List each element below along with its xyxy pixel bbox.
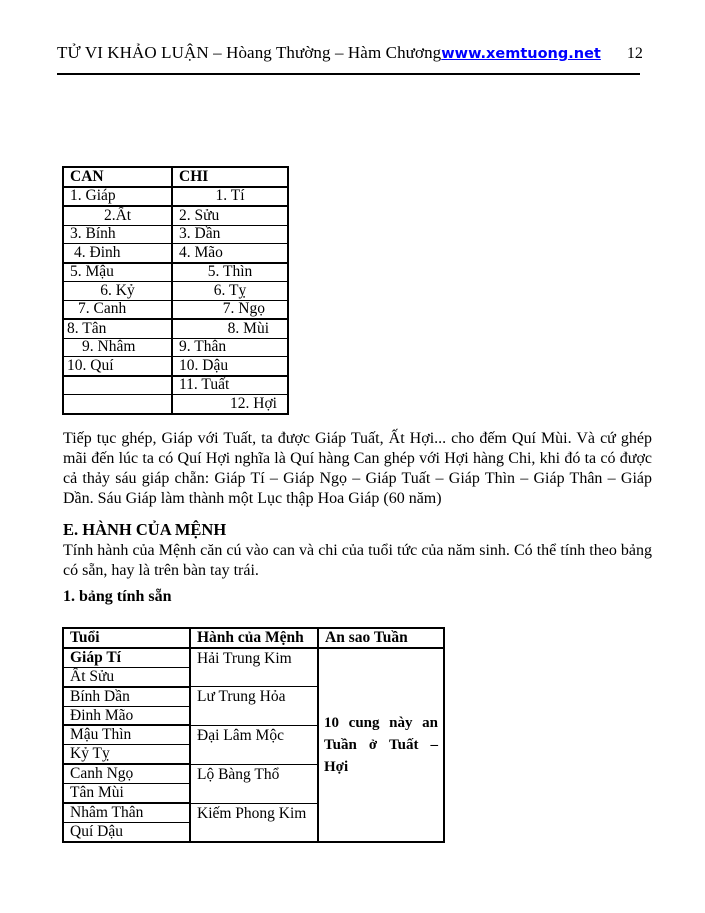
tuoi-column-header: Tuổi (63, 628, 190, 648)
section-heading-hanh-cua-menh: E. HÀNH CỦA MỆNH (63, 520, 227, 539)
can-cell (63, 395, 172, 414)
tuoi-cell: Mậu Thìn (63, 725, 190, 744)
an-sao-note-cell: 10 cung này an Tuần ở Tuất – Hợi (318, 648, 444, 842)
can-cell: 6. Kỷ (63, 282, 172, 301)
paragraph-ghep: Tiếp tục ghép, Giáp với Tuất, ta được Giáp Tuất, Ất Hợi... cho đếm Quí Mùi. Và cứ ghép mãi đến lúc ta có Quí Hợi nghĩa là Quí hàng Can ghép với Hợi hàng Chi, khi đó ta có được cả thảy sáu giáp chẵn: Giáp Tí – Giáp Ngọ – Giáp Tuất – Giáp Thìn – Giáp Thân – Giáp Dần. Sáu Giáp làm thành một Lục thập Hoa Giáp (60 năm) (63, 430, 652, 507)
chi-cell: 6. Tỵ (172, 282, 288, 301)
an-sao-column-header: An sao Tuần (318, 628, 444, 648)
table-header-row (63, 628, 444, 648)
menh-table (62, 627, 445, 843)
can-column-header: CAN (63, 167, 172, 187)
chi-cell: 2. Sửu (172, 206, 288, 225)
can-cell: 9. Nhâm (63, 338, 172, 357)
can-cell: 10. Quí (63, 357, 172, 376)
chi-cell: 11. Tuất (172, 376, 288, 395)
chi-cell: 10. Dậu (172, 357, 288, 376)
can-cell: 2.Ất (63, 206, 172, 225)
table-row (63, 338, 288, 357)
tuoi-cell: Bính Dần (63, 687, 190, 706)
table-row (63, 187, 288, 207)
can-chi-table (62, 166, 289, 415)
paragraph-hanh-cua-menh: Tính hành của Mệnh căn cú vào can và chi của tuổi tức của năm sinh. Có thể tính theo bảng có sẵn, hay là trên bàn tay trái. (63, 542, 652, 579)
tuoi-cell: Đinh Mão (63, 706, 190, 725)
chi-cell: 8. Mùi (172, 319, 288, 338)
tuoi-cell: Nhâm Thân (63, 803, 190, 822)
hanh-cell: Đại Lâm Mộc (190, 725, 318, 764)
tuoi-cell: Tân Mùi (63, 784, 190, 803)
chi-cell: 7. Ngọ (172, 300, 288, 319)
header-divider (57, 73, 640, 75)
tuoi-cell: Giáp Tí (63, 648, 190, 667)
can-cell: 4. Đinh (63, 244, 172, 263)
can-cell: 5. Mậu (63, 263, 172, 282)
can-cell: 1. Giáp (63, 187, 172, 207)
chi-cell: 1. Tí (172, 187, 288, 207)
table-header-row (63, 167, 288, 187)
tuoi-cell: Quí Dậu (63, 822, 190, 841)
chi-cell: 3. Dần (172, 225, 288, 244)
table-row (63, 263, 288, 282)
table-row (63, 244, 288, 263)
tuoi-cell: Canh Ngọ (63, 764, 190, 783)
table-row (63, 300, 288, 319)
subheading-bang-tinh-san: 1. bảng tính sẵn (63, 588, 172, 605)
table-row (63, 395, 288, 414)
can-cell: 7. Canh (63, 300, 172, 319)
can-cell (63, 376, 172, 395)
table-row (63, 357, 288, 376)
chi-cell: 5. Thìn (172, 263, 288, 282)
chi-column-header: CHI (172, 167, 288, 187)
hanh-column-header: Hành của Mệnh (190, 628, 318, 648)
chi-cell: 4. Mão (172, 244, 288, 263)
document-title: TỬ VI KHẢO LUẬN – Hòang Thường – Hàm Chương (57, 43, 442, 62)
tuoi-cell: Ất Sửu (63, 667, 190, 686)
can-cell: 8. Tân (63, 319, 172, 338)
table-row (63, 319, 288, 338)
table-row (63, 376, 288, 395)
page-header (57, 43, 643, 63)
table-row (63, 282, 288, 301)
hanh-cell: Lộ Bàng Thổ (190, 764, 318, 803)
table-row (63, 648, 444, 667)
chi-cell: 12. Hợi (172, 395, 288, 414)
page-number: 12 (626, 45, 643, 62)
hanh-cell: Lư Trung Hỏa (190, 687, 318, 726)
table-row (63, 206, 288, 225)
chi-cell: 9. Thân (172, 338, 288, 357)
hanh-cell: Hải Trung Kim (190, 648, 318, 687)
table-row (63, 225, 288, 244)
can-cell: 3. Bính (63, 225, 172, 244)
tuoi-cell: Kỷ Tỵ (63, 745, 190, 764)
website-link[interactable]: www.xemtuong.net (441, 46, 601, 62)
hanh-cell: Kiếm Phong Kim (190, 803, 318, 842)
